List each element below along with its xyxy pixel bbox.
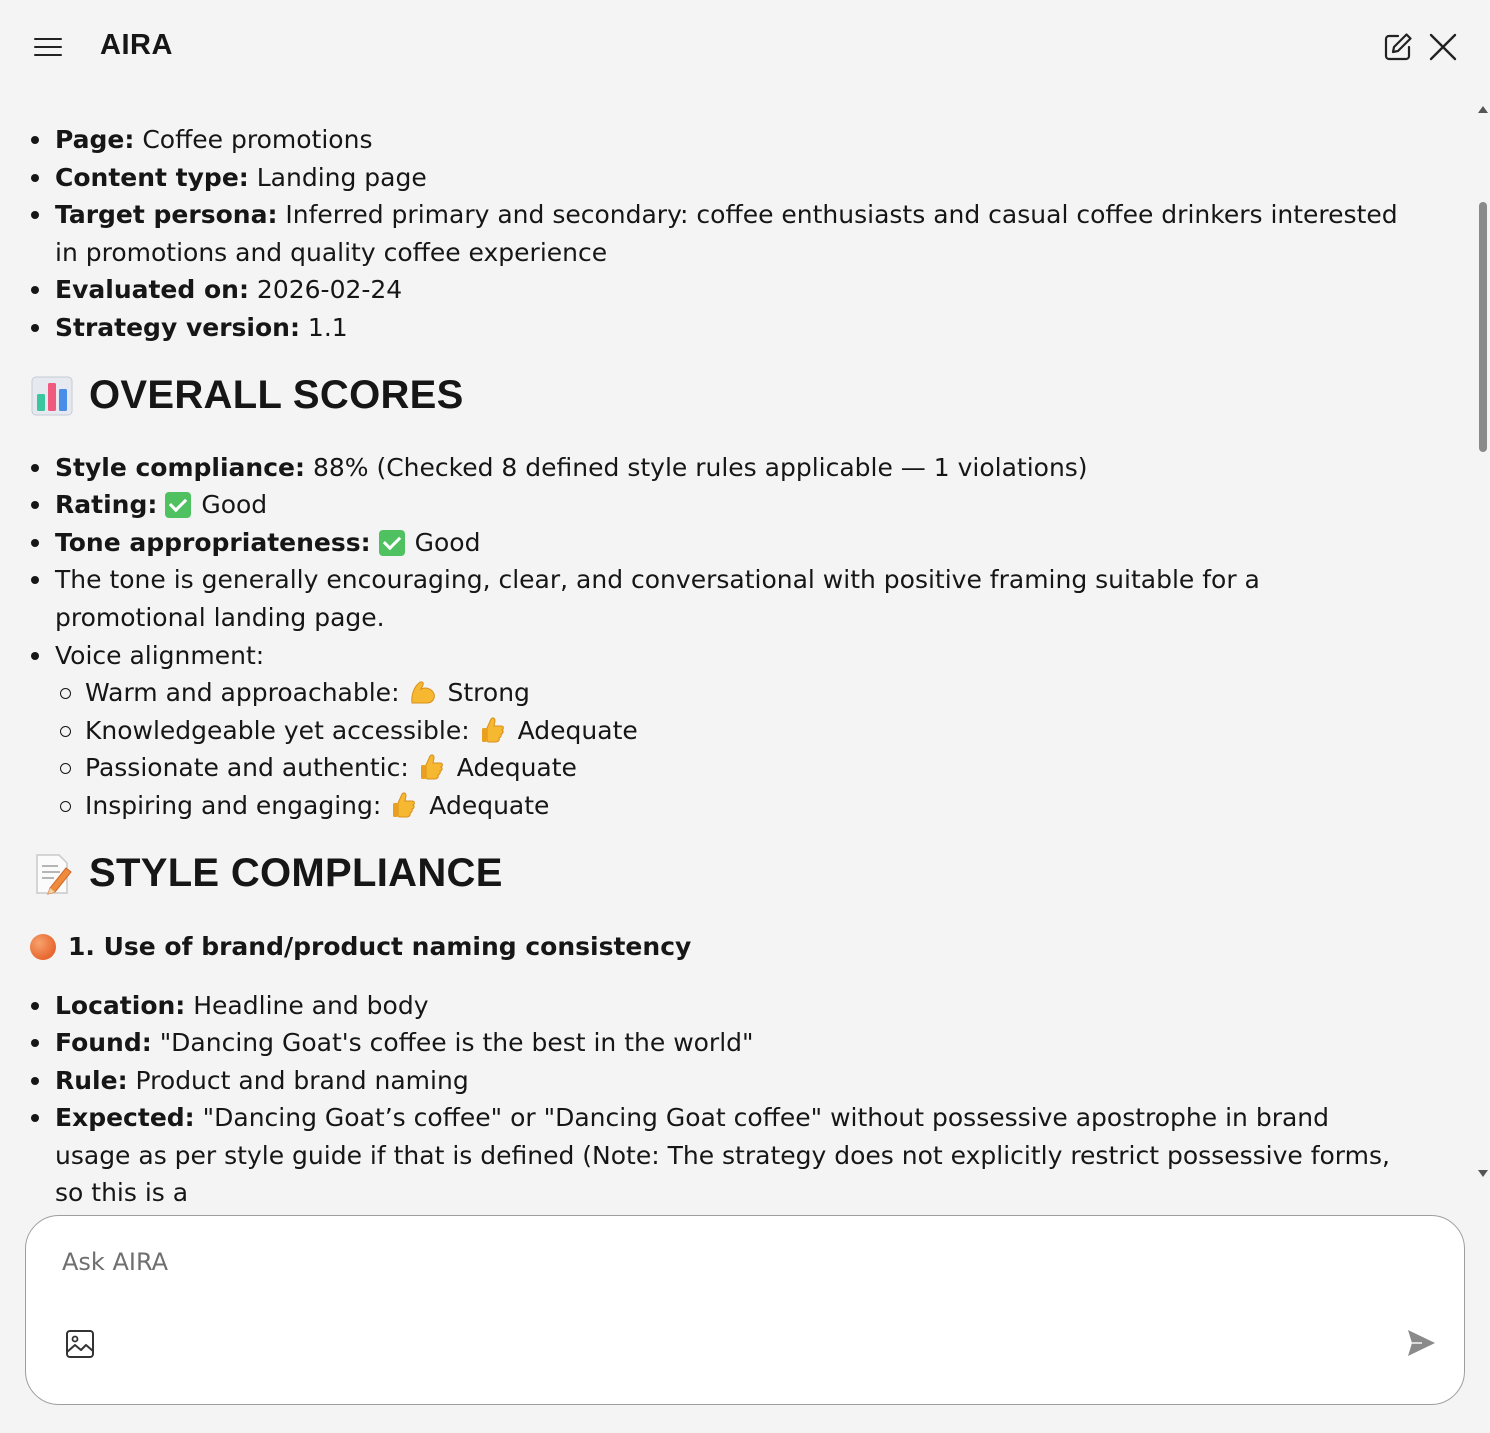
- check-mark-emoji: [165, 492, 191, 518]
- issue-details-list: [0, 987, 1470, 1213]
- voice-item-inspiring: Inspiring and engaging: Adequate: [55, 787, 1410, 825]
- thumbs-up-emoji: [417, 752, 447, 782]
- rating-item: Rating: Good: [0, 486, 1470, 524]
- new-chat-edit-icon[interactable]: [1381, 30, 1415, 64]
- scroll-thumb[interactable]: [1479, 202, 1487, 452]
- voice-item-passionate: Passionate and authentic: Adequate: [55, 749, 1410, 787]
- scrollbar[interactable]: [1476, 100, 1490, 1180]
- thumbs-up-emoji: [478, 715, 508, 745]
- overall-scores-list: [0, 449, 1470, 825]
- style-compliance-title: STYLE COMPLIANCE: [89, 850, 503, 895]
- issue-expected: Expected: "Dancing Goat’s coffee" or "Dancing Goat coffee" without possessive apostrophe in brand usage as per style guide if that is defined (Note: The strategy does not explicitly restrict possessive forms, so this is a: [0, 1099, 1470, 1212]
- check-mark-emoji: [379, 530, 405, 556]
- chat-composer: [25, 1215, 1465, 1405]
- voice-item-warm: Warm and approachable: Strong: [55, 674, 1410, 712]
- voice-alignment-list: [55, 674, 1410, 824]
- summary-evaluated-on: Evaluated on: 2026-02-24: [0, 271, 1470, 309]
- orange-circle-emoji: [30, 934, 56, 960]
- issue-location: Location: Headline and body: [0, 987, 1470, 1025]
- summary-target-persona: Target persona: Inferred primary and secondary: coffee enthusiasts and casual coffee drinkers interested in promotions and quality coffee experience: [0, 196, 1470, 271]
- memo-emoji: [30, 852, 74, 896]
- issue-rule: Rule: Product and brand naming: [0, 1062, 1470, 1100]
- voice-item-knowledgeable: Knowledgeable yet accessible: Adequate: [55, 712, 1410, 750]
- issue-title: 1. Use of brand/product naming consistency: [68, 931, 692, 961]
- ask-aira-input[interactable]: [60, 1246, 1420, 1306]
- thumbs-up-emoji: [389, 790, 419, 820]
- tone-note: The tone is generally encouraging, clear, and conversational with positive framing suitable for a promotional landing page.: [0, 561, 1470, 636]
- summary-strategy-version: Strategy version: 1.1: [0, 309, 1470, 347]
- summary-list: [0, 121, 1470, 347]
- summary-content-type: Content type: Landing page: [0, 159, 1470, 197]
- image-attach-icon[interactable]: [64, 1328, 96, 1360]
- send-icon[interactable]: [1404, 1326, 1438, 1360]
- scroll-up-arrow-icon[interactable]: [1478, 106, 1488, 113]
- voice-alignment-item: Voice alignment: Warm and approachable: Strong Knowledgeable yet accessible: Adequate Passionate and authentic: Adequate Inspiring and engaging: Adequate: [0, 637, 1470, 825]
- assistant-message: [0, 121, 1470, 1212]
- close-icon[interactable]: [1426, 30, 1460, 64]
- tone-appropriateness-item: Tone appropriateness: Good: [0, 524, 1470, 562]
- overall-scores-heading: [30, 367, 1470, 425]
- issue-found: Found: "Dancing Goat's coffee is the best in the world": [0, 1024, 1470, 1062]
- chat-response-area[interactable]: [0, 100, 1490, 1208]
- hamburger-menu-icon[interactable]: [34, 36, 62, 58]
- header-bar: [0, 0, 1490, 95]
- style-compliance-heading: [30, 845, 1470, 903]
- style-compliance-score: Style compliance: 88% (Checked 8 defined style rules applicable — 1 violations): [0, 449, 1470, 487]
- bar-chart-emoji: [30, 374, 74, 418]
- app-title: AIRA: [100, 29, 173, 61]
- issue-heading: [30, 927, 1470, 967]
- overall-scores-title: OVERALL SCORES: [89, 372, 464, 417]
- summary-page: Page: Coffee promotions: [0, 121, 1470, 159]
- flexed-biceps-emoji: [408, 677, 438, 707]
- scroll-down-arrow-icon[interactable]: [1478, 1170, 1488, 1177]
